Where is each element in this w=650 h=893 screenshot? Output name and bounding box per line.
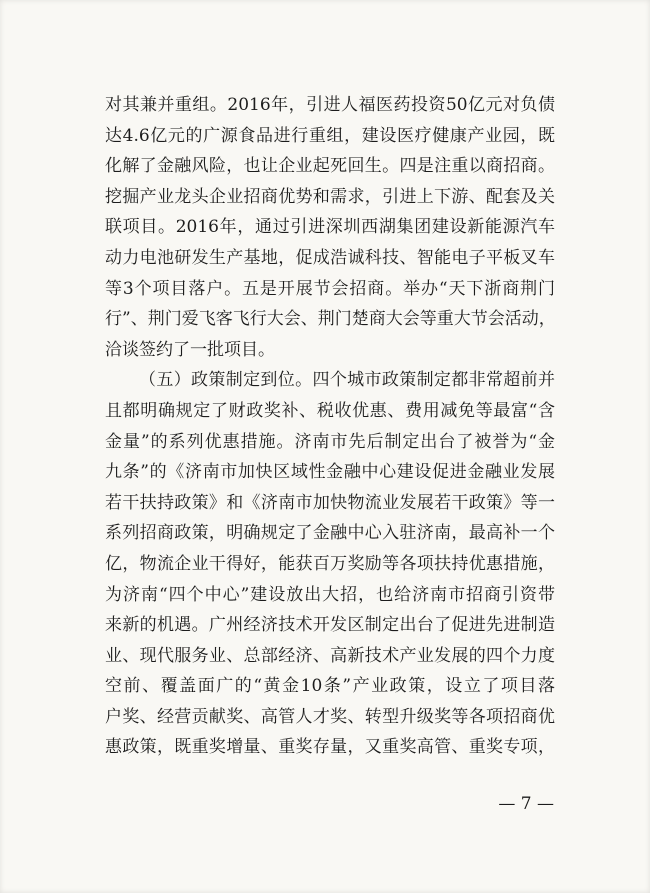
text-line: 挖掘产业龙头企业招商优势和需求，引进上下游、配套及关 (105, 186, 555, 207)
text-line: 业、现代服务业、总部经济、高新技术产业发展的四个力度 (105, 645, 555, 666)
text-line: 空前、覆盖面广的“黄金10条”产业政策，设立了项目落 (105, 676, 555, 697)
text-line: 达4.6亿元的广源食品进行重组，建设医疗健康产业园，既 (105, 125, 555, 146)
text-line: 亿，物流企业干得好，能获百万奖励等各项扶持优惠措施， (105, 553, 555, 574)
text-line: 惠政策，既重奖增量、重奖存量，又重奖高管、重奖专项， (105, 737, 555, 758)
text-line: 且都明确规定了财政奖补、税收优惠、费用减免等最富“含 (105, 400, 555, 421)
text-line: 系列招商政策，明确规定了金融中心入驻济南，最高补一个 (105, 523, 555, 544)
text-line: 九条”的《济南市加快区域性金融中心建设促进金融业发展 (105, 462, 555, 483)
text-line: 动力电池研发生产基地，促成浩诚科技、智能电子平板叉车 (105, 247, 555, 268)
document-body (105, 90, 555, 763)
page-number: — 7 — (498, 794, 554, 814)
text-line: 联项目。2016年，通过引进深圳西湖集团建设新能源汽车 (105, 217, 555, 238)
text-line: 等3个项目落户。五是开展节会招商。举办“天下浙商荆门 (105, 278, 555, 299)
text-line: 若干扶持政策》和《济南市加快物流业发展若干政策》等一 (105, 492, 555, 513)
text-line: 化解了金融风险，也让企业起死回生。四是注重以商招商。 (105, 156, 555, 177)
section-heading-line: （五）政策制定到位。四个城市政策制定都非常超前并 (139, 370, 555, 391)
text-line: 洽谈签约了一批项目。 (105, 339, 275, 360)
text-line: 行”、荆门爱飞客飞行大会、荆门楚商大会等重大节会活动， (105, 309, 556, 330)
text-line: 户奖、经营贡献奖、高管人才奖、转型升级奖等各项招商优 (105, 706, 555, 727)
text-line: 来新的机遇。广州经济技术开发区制定出台了促进先进制造 (105, 615, 555, 636)
text-line: 为济南“四个中心”建设放出大招，也给济南市招商引资带 (105, 584, 555, 605)
text-line: 对其兼并重组。2016年，引进人福医药投资50亿元对负债 (105, 95, 555, 115)
text-line: 金量”的系列优惠措施。济南市先后制定出台了被誉为“金 (105, 431, 555, 452)
